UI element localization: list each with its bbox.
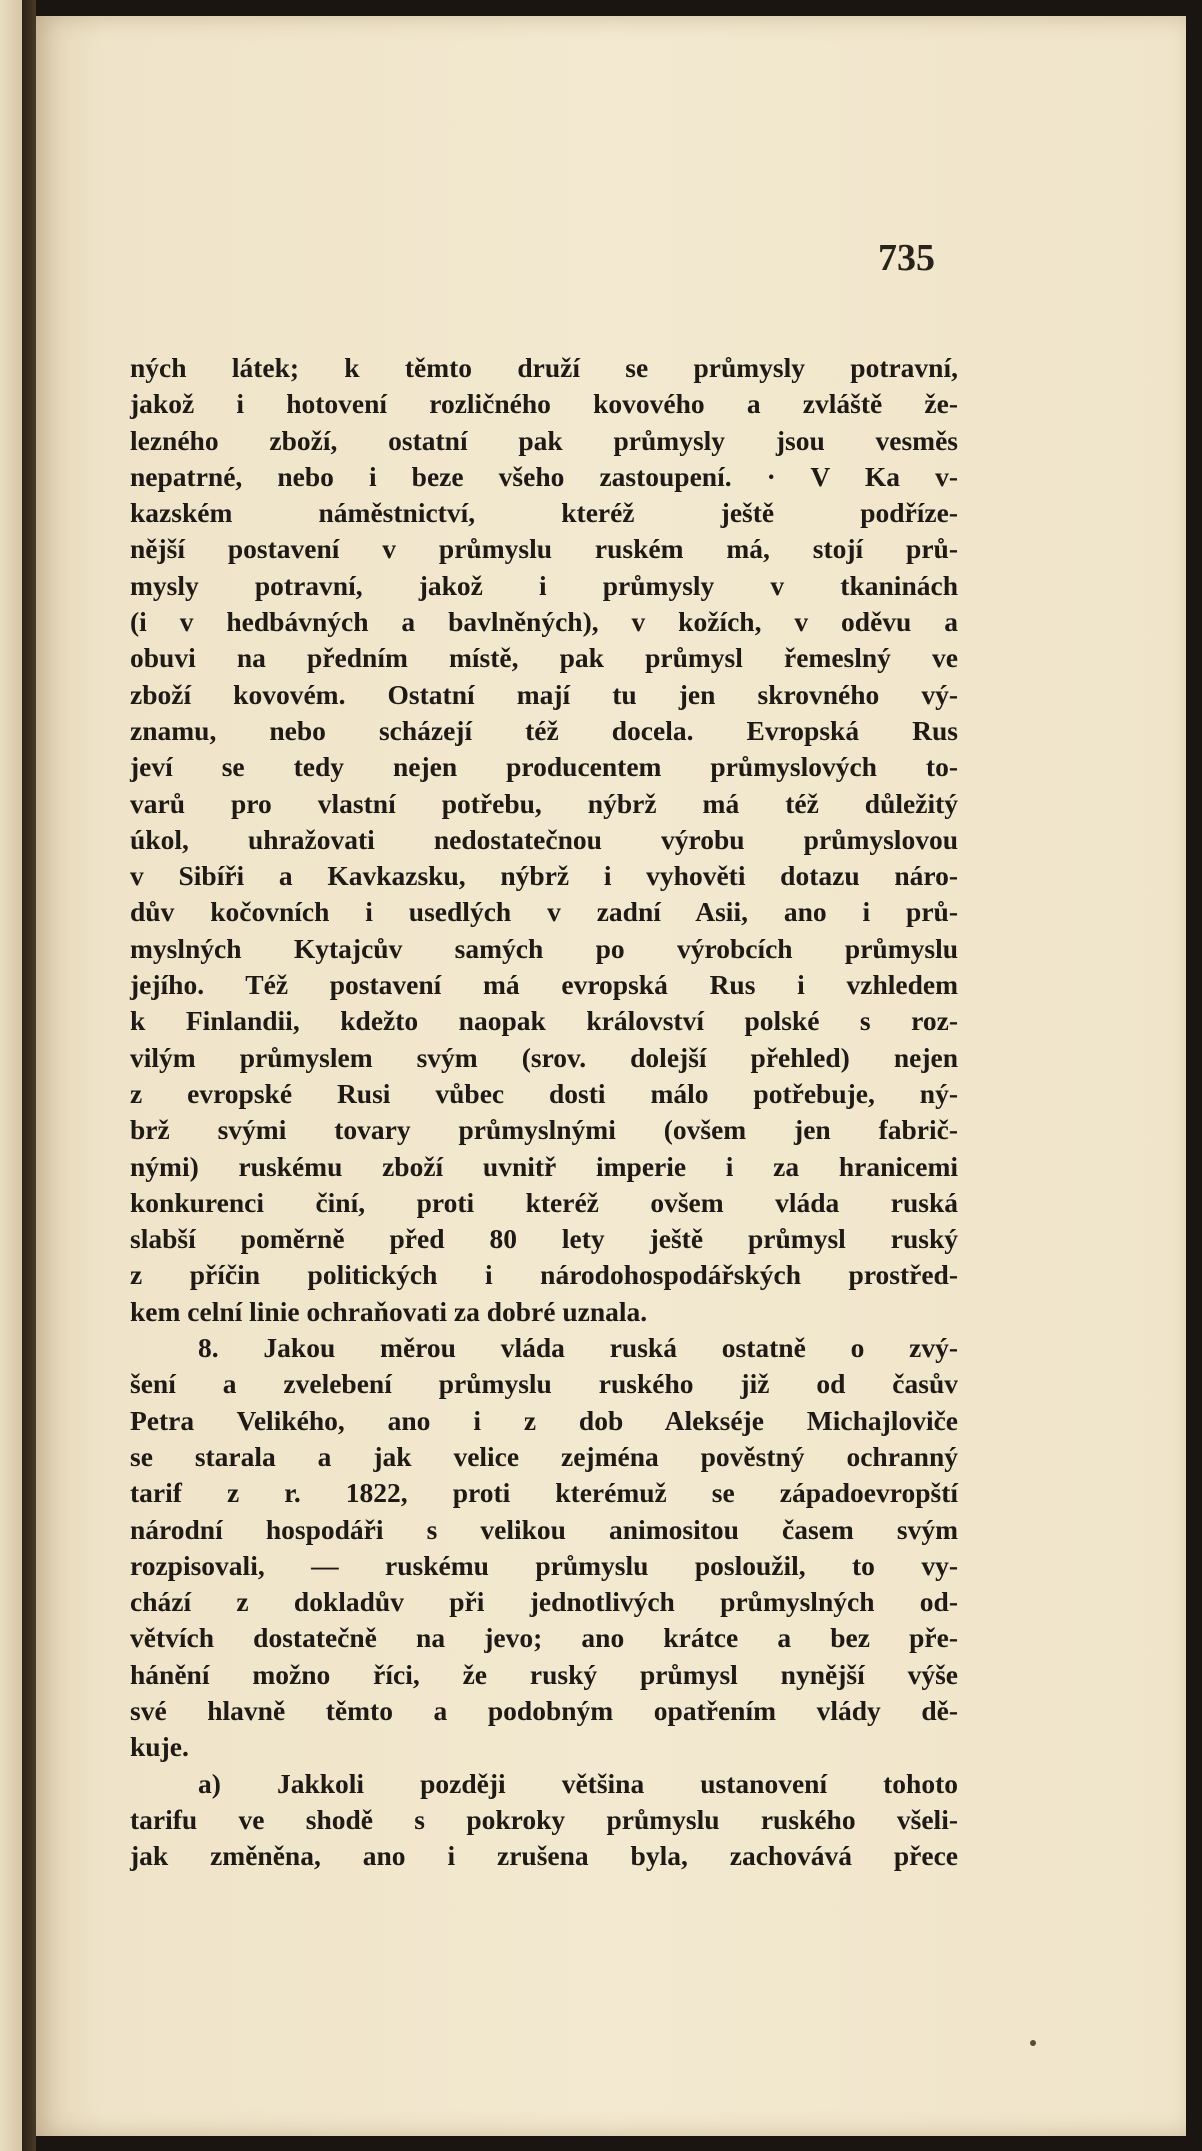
text-line: vilým průmyslem svým (srov. dolejší přehled) nejen: [130, 1041, 958, 1073]
text-line: z příčin politických i národohospodářských prostřed-: [130, 1259, 958, 1291]
text-line: rozpisovali, — ruskému průmyslu posloužil, to vy-: [130, 1549, 958, 1581]
text-line: jeví se tedy nejen producentem průmyslových to-: [130, 751, 958, 783]
text-line: jak změněna, ano i zrušena byla, zachovává přece: [130, 1840, 958, 1872]
text-line: chází z dokladův při jednotlivých průmyslných od-: [130, 1586, 958, 1618]
text-line: zboží kovovém. Ostatní mají tu jen skrovného vý-: [130, 678, 958, 710]
paper-speck: [1030, 2040, 1036, 2046]
left-page-edge: [0, 0, 22, 2151]
text-line: své hlavně těmto a podobným opatřením vlády dě-: [130, 1694, 958, 1726]
text-line: z evropské Rusi vůbec dosti málo potřebuje, ný-: [130, 1077, 958, 1109]
book-gutter: [22, 0, 36, 2151]
text-line: větvích dostatečně na jevo; ano krátce a bez pře-: [130, 1622, 958, 1654]
text-line: dův kočovních i usedlých v zadní Asii, ano i prů-: [130, 896, 958, 928]
text-line: Petra Velikého, ano i z dob Alekséje Michajloviče: [130, 1404, 958, 1436]
text-line: kem celní linie ochraňovati za dobré uznala.: [130, 1295, 648, 1327]
text-line: národní hospodáři s velikou animositou časem svým: [130, 1513, 958, 1545]
text-line: k Finlandii, kdežto naopak království polské s roz-: [130, 1005, 958, 1037]
text-line: se starala a jak velice zejména pověstný ochranný: [130, 1440, 958, 1472]
text-line: znamu, nebo scházejí též docela. Evropská Rus: [130, 714, 958, 746]
text-line: jakož i hotovení rozličného kovového a zvláště že-: [130, 388, 958, 420]
page-number: 735: [878, 237, 935, 279]
text-line: jejího. Též postavení má evropská Rus i vzhledem: [130, 969, 958, 1001]
text-line: nými) ruskému zboží uvnitř imperie i za hranicemi: [130, 1150, 958, 1182]
paragraph-8-start: 8. Jakou měrou vláda ruská ostatně o zvý-: [198, 1332, 958, 1364]
text-line: obuvi na předním místě, pak průmysl řemeslný ve: [130, 642, 958, 674]
text-line: konkurenci činí, proti kteréž ovšem vláda ruská: [130, 1186, 958, 1218]
text-line: myslných Kytajcův samých po výrobcích průmyslu: [130, 932, 958, 964]
text-line: tarifu ve shodě s pokroky průmyslu ruského všeli-: [130, 1803, 958, 1835]
text-line: v Sibíři a Kavkazsku, nýbrž i vyhověti dotazu náro-: [130, 860, 958, 892]
text-line: šení a zvelebení průmyslu ruského již od časův: [130, 1368, 958, 1400]
text-line: úkol, uhražovati nedostatečnou výrobu průmyslovou: [130, 823, 958, 855]
text-line: tarif z r. 1822, proti kterémuž se západoevropští: [130, 1477, 958, 1509]
text-line: lezného zboží, ostatní pak průmysly jsou vesměs: [130, 424, 958, 456]
text-line: brž svými tovary průmyslnými (ovšem jen fabrič-: [130, 1114, 958, 1146]
text-line: hánění možno říci, že ruský průmysl nynější výše: [130, 1658, 958, 1690]
paragraph-a-start: a) Jakkoli později většina ustanovení tohoto: [198, 1767, 958, 1799]
text-line: nepatrné, nebo i beze všeho zastoupení. · V Ka v-: [130, 460, 958, 492]
text-line: kuje.: [130, 1731, 189, 1763]
page-text: [130, 350, 958, 1874]
text-line: mysly potravní, jakož i průmysly v tkaninách: [130, 569, 958, 601]
text-line: ných látek; k těmto druží se průmysly potravní,: [130, 352, 958, 383]
text-line: slabší poměrně před 80 lety ještě průmysl ruský: [130, 1223, 958, 1255]
text-line: (i v hedbávných a bavlněných), v kožích, v oděvu a: [130, 606, 958, 638]
text-line: varů pro vlastní potřebu, nýbrž má též důležitý: [130, 787, 958, 819]
text-line: kazském náměstnictví, kteréž ještě podříze-: [130, 497, 958, 529]
text-line: nější postavení v průmyslu ruském má, stojí prů-: [130, 533, 958, 565]
